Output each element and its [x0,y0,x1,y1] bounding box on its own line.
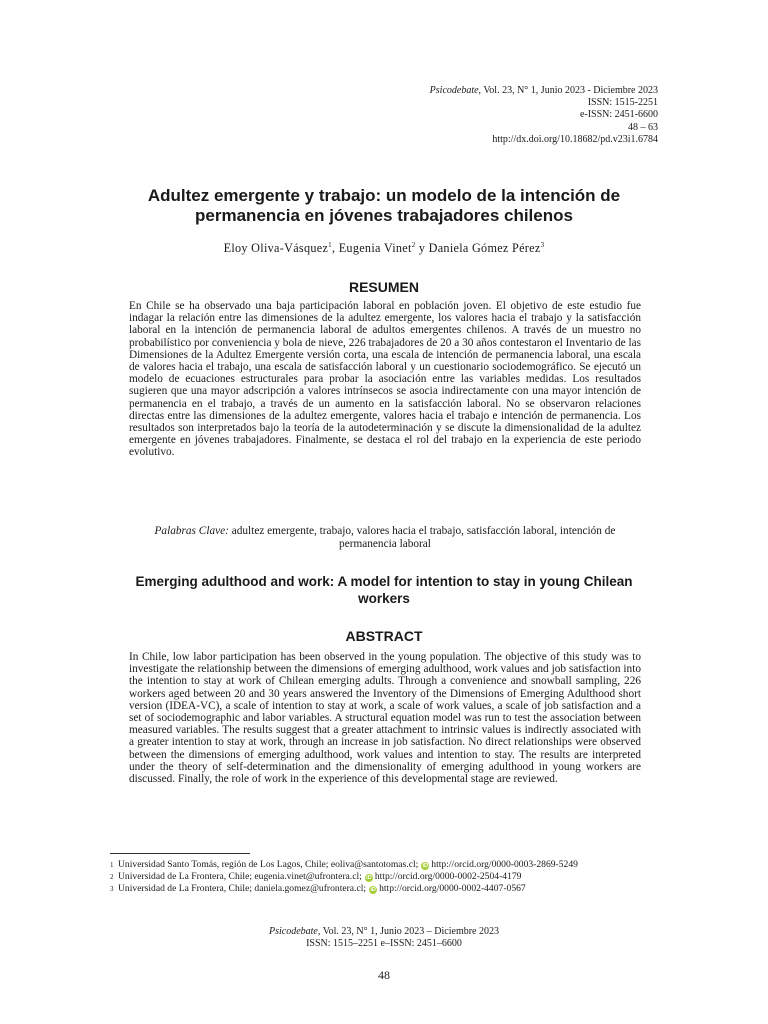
resumen-heading: RESUMEN [348,279,419,295]
header-issn: ISSN: 1515-2251 [587,97,658,109]
header-eissn: e-ISSN: 2451-6600 [579,109,658,121]
resumen-paragraph: En Chile se ha observado una baja participación laboral en población joven. El objetivo de este estudio fue indagar la relación entre las dimensiones de la adultez emergente, los valores hacia el trabajo y la satisfacción laboral en la intención de permanencia laboral de adultos emergentes chilenos. A través de un muestro no probabilístico por conveniencia y bola de nieve, 226 trabajadores de 20 a 30 años contestaron el Inventario de las Dimensiones de la Adultez Emergente versión corta, una escala de intención de permanencia laboral, una escala de valores hacia el trabajo, una escala de satisfacción laboral y un cuestionario sociodemográfico. Se ejecutó un modelo de ecuaciones estructurales para probar la asociación entre las variables medidas. Los resultados sugieren que una mayor adscripción a valores intrínsecos se asocia indirectamente con una mayor intención de permanencia en el trabajo, a través de un aumento en la satisfacción laboral. No se observaron relaciones directas entre las dimensiones de la adultez emergente, valores hacia el trabajo e intención de permanencia. Los resultados son interpretados bajo la teoría de la autodeterminación y se discute la dimensionalidad de la adultez emergente en jóvenes trabajadores. Finalmente, se destaca el rol del trabajo en la experiencia de este periodo evolutivo. [129,300,641,459]
footnote [110,859,665,871]
orcid-link[interactable]: http://orcid.org/0000-0003-2869-5249 [431,859,578,870]
journal-header [238,85,658,146]
footnote [110,871,665,883]
author-affiliation-mark: 1 [328,241,332,249]
footnote-mark: 3 [110,885,114,894]
author-separator: y [415,241,429,256]
author-affiliation-mark: 2 [411,241,416,249]
header-journal-name: Psicodebate, [429,85,482,96]
header-volume: Vol. 23, N° 1, Junio 2023 - Diciembre 2023 [481,85,658,96]
orcid-icon: iD [370,887,376,894]
footer-journal-name: Psicodebate, [269,926,321,937]
orcid-link[interactable]: http://orcid.org/0000-0002-4407-0567 [379,883,526,895]
footnote-mark: 1 [110,861,114,869]
footnote-text: Universidad de La Frontera, Chile; eugenia.vinet@ufrontera.cl; [118,871,362,883]
author-name: Daniela Gómez Pérez [428,241,541,256]
abstract-heading: ABSTRACT [345,628,423,644]
author-affiliation-mark: 3 [540,241,545,249]
header-pages: 48 – 63 [628,121,658,133]
page-number: 48 [378,968,390,982]
footnote-text: Universidad Santo Tomás, región de Los Lagos, Chile; eoliva@santotomas.cl; [118,859,419,870]
footer-volume: Vol. 23, N° 1, Junio 2023 – Diciembre 2023 [320,926,499,937]
journal-footer [110,926,658,950]
english-title: Emerging adulthood and work: A model for intention to stay in young Chilean workers [135,574,633,606]
keywords [129,525,641,550]
header-citation [238,85,658,97]
abstract-paragraph: In Chile, low labor participation has been observed in the young population. The objective of this study was to investigate the relationship between the dimensions of emerging adulthood, work values and job satisfaction into the intention to stay at work of Chilean emerging adults. Through a convenience and snowball sampling, 226 workers aged between 20 and 30 years answered the Inventory of the Dimensions of Emerging Adulthood short version (IDEA-VC), a scale of intention to stay at work, a scale of work values, a scale of job satisfaction and a set of sociodemographic and labor variables. A structural equation model was run to test the association between measured variables. The results suggest that a greater attachment to intrinsic values is indirectly associated with a greater intention to stay at work, through an increase in job satisfaction. No direct relationships were observed between the dimensions of emerging adulthood, work values and intention to stay. The results are interpreted under the theory of self-determination and the dimensionality of emerging adulthood in young workers are discussed. Finally, the role of work in the experience of this developmental stage are reviewed. [129,651,641,786]
footer-citation [110,926,658,938]
article-title: Adultez emergente y trabajo: un modelo de la intención de permanencia en jóvenes trabajadores chilenos [147,186,621,225]
orcid-link[interactable]: http://orcid.org/0000-0002-2504-4179 [374,871,522,883]
footnote-mark: 2 [110,873,114,882]
keywords-label: Palabras Clave: [154,525,229,537]
author-name: Eugenia Vinet [338,241,412,256]
footnote-divider [110,853,250,854]
header-doi-link[interactable]: http://dx.doi.org/10.18682/pd.v23i1.6784 [492,133,658,145]
author-separator: , [331,241,339,256]
footnote [110,883,665,895]
keywords-text: adultez emergente, trabajo, valores hacia el trabajo, satisfacción laboral, intención de permanencia laboral [228,525,616,550]
footer-issn: ISSN: 1515–2251 e–ISSN: 2451–6600 [306,938,462,949]
author-list [110,241,658,256]
orcid-icon: iD [366,875,372,882]
footnote-text: Universidad de La Frontera, Chile; daniela.gomez@ufrontera.cl; [118,883,367,895]
footnotes [110,859,665,896]
orcid-icon: iD [422,863,429,869]
author-name: Eloy Oliva-Vásquez [223,241,329,256]
